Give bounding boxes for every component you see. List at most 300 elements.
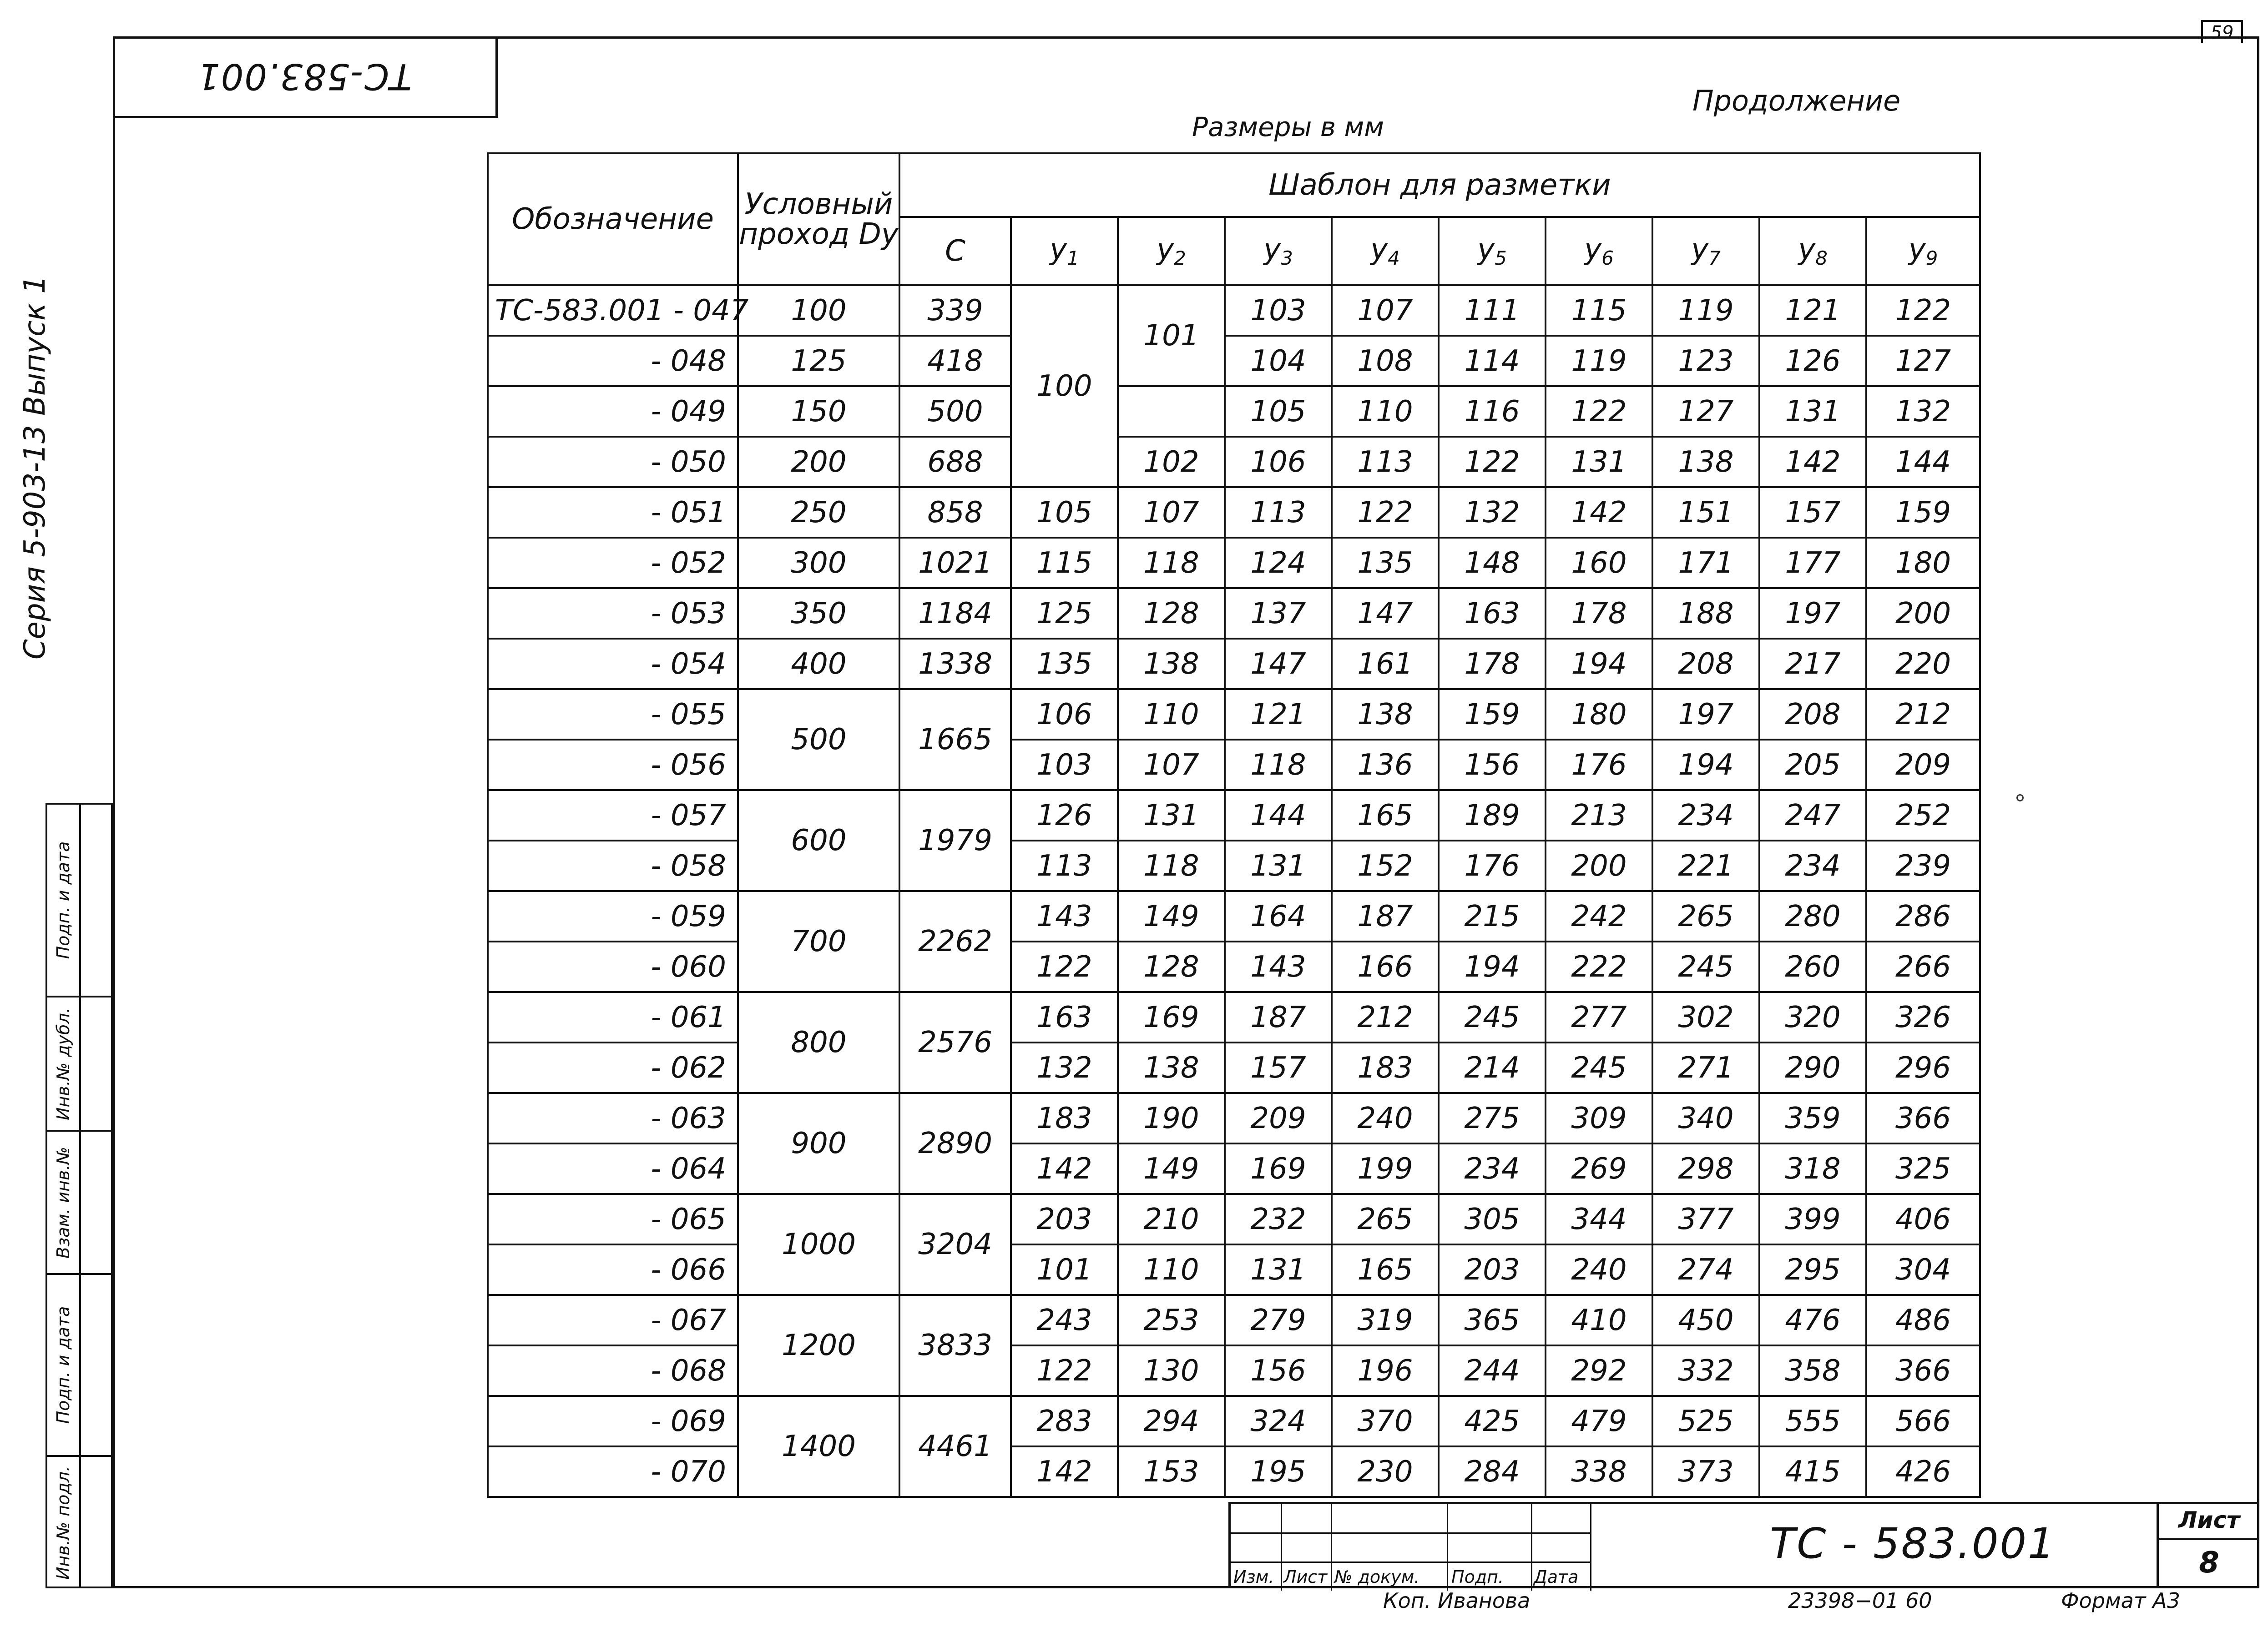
cell-y9: 566 (1866, 1396, 1980, 1446)
sheet-number: 8 (2199, 1546, 2219, 1580)
cell-y1: 101 (1011, 1244, 1118, 1295)
table-row (488, 1143, 1980, 1194)
cell-y6: 131 (1546, 437, 1652, 487)
table-row (488, 1194, 1980, 1244)
cell-y5: 178 (1439, 639, 1546, 689)
cell-y7: 298 (1652, 1143, 1759, 1194)
cell-y8: 358 (1759, 1345, 1866, 1396)
cell-y1: 135 (1011, 639, 1118, 689)
cell-y6: 119 (1546, 336, 1652, 386)
cell-y8: 320 (1759, 992, 1866, 1043)
header-y2: $y_2$ (1118, 217, 1225, 285)
copied-by: Коп. Иванова (1383, 1588, 1531, 1613)
cell-y7: 340 (1652, 1093, 1759, 1143)
cell-y2: 130 (1118, 1345, 1225, 1396)
left-stamp-row (47, 996, 111, 1130)
table-row (488, 1093, 1980, 1143)
cell-y3: 124 (1225, 538, 1332, 588)
cell-y1: 105 (1011, 487, 1118, 538)
cell-y7: 377 (1652, 1194, 1759, 1244)
cell-dy: 1000 (738, 1194, 899, 1295)
header-y4: $y_4$ (1332, 217, 1439, 285)
cell-y8: 131 (1759, 386, 1866, 437)
cell-y1: 126 (1011, 790, 1118, 841)
cell-y5: 194 (1439, 942, 1546, 992)
cell-y1: 163 (1011, 992, 1118, 1043)
sheet-label: Лист (2159, 1502, 2259, 1540)
cell-y2: 102 (1118, 437, 1225, 487)
cell-dy: 600 (738, 790, 899, 891)
cell-y6: 344 (1546, 1194, 1652, 1244)
cell-y2: 138 (1118, 1043, 1225, 1093)
cell-y5: 275 (1439, 1093, 1546, 1143)
cell-y2: 110 (1118, 689, 1225, 740)
cell-y7: 302 (1652, 992, 1759, 1043)
cell-y3: 324 (1225, 1396, 1332, 1446)
cell-des: - 054 (488, 639, 738, 689)
cell-y2: 138 (1118, 639, 1225, 689)
cell-y7: 194 (1652, 740, 1759, 790)
cell-c: 1184 (899, 588, 1011, 639)
cell-y5: 111 (1439, 285, 1546, 336)
cell-y2: 110 (1118, 1244, 1225, 1295)
cell-y4: 138 (1332, 689, 1439, 740)
cell-y6: 142 (1546, 487, 1652, 538)
code-stamp-text: ТС-583.001 (197, 55, 412, 97)
table-row (488, 1043, 1980, 1093)
cell-c: 1338 (899, 639, 1011, 689)
cell-y6: 178 (1546, 588, 1652, 639)
cell-c: 500 (899, 386, 1011, 437)
cell-y8: 208 (1759, 689, 1866, 740)
cell-y4: 122 (1332, 487, 1439, 538)
header-y5: $y_5$ (1439, 217, 1546, 285)
cell-dy: 350 (738, 588, 899, 639)
cell-y2: 118 (1118, 538, 1225, 588)
cell-y9: 159 (1866, 487, 1980, 538)
cell-y2: 294 (1118, 1396, 1225, 1446)
cell-y7: 274 (1652, 1244, 1759, 1295)
cell-y3: 104 (1225, 336, 1332, 386)
cell-y9: 296 (1866, 1043, 1980, 1093)
cell-y9: 325 (1866, 1143, 1980, 1194)
cell-y5: 244 (1439, 1345, 1546, 1396)
cell-y1: 122 (1011, 942, 1118, 992)
cell-y4: 165 (1332, 1244, 1439, 1295)
cell-des: - 069 (488, 1396, 738, 1446)
cell-des: - 049 (488, 386, 738, 437)
cell-y4: 187 (1332, 891, 1439, 942)
cell-dy: 100 (738, 285, 899, 336)
cell-y8: 234 (1759, 841, 1866, 891)
cell-y8: 217 (1759, 639, 1866, 689)
cell-y3: 106 (1225, 437, 1332, 487)
cell-y5: 245 (1439, 992, 1546, 1043)
cell-y2 (1118, 386, 1225, 437)
cell-y5: 159 (1439, 689, 1546, 740)
cell-y8: 126 (1759, 336, 1866, 386)
cell-y8: 295 (1759, 1244, 1866, 1295)
cell-y8: 157 (1759, 487, 1866, 538)
cell-y6: 160 (1546, 538, 1652, 588)
table-row (488, 1295, 1980, 1345)
cell-y9: 144 (1866, 437, 1980, 487)
cell-y7: 234 (1652, 790, 1759, 841)
cell-y4: 147 (1332, 588, 1439, 639)
left-stamp-row (47, 805, 111, 996)
cell-des: - 055 (488, 689, 738, 740)
cell-y5: 214 (1439, 1043, 1546, 1093)
cell-y6: 338 (1546, 1446, 1652, 1497)
cell-y1: 142 (1011, 1143, 1118, 1194)
code-stamp (113, 36, 498, 118)
cell-y3: 232 (1225, 1194, 1332, 1244)
header-y3: $y_3$ (1225, 217, 1332, 285)
cell-y4: 212 (1332, 992, 1439, 1043)
cell-y5: 122 (1439, 437, 1546, 487)
cell-y3: 209 (1225, 1093, 1332, 1143)
cell-des: - 064 (488, 1143, 738, 1194)
cell-y4: 152 (1332, 841, 1439, 891)
cell-y8: 142 (1759, 437, 1866, 487)
cell-y6: 269 (1546, 1143, 1652, 1194)
cell-y6: 200 (1546, 841, 1652, 891)
cell-y2: 169 (1118, 992, 1225, 1043)
cell-y8: 290 (1759, 1043, 1866, 1093)
cell-c: 688 (899, 437, 1011, 487)
cell-y3: 118 (1225, 740, 1332, 790)
cell-y2: 210 (1118, 1194, 1225, 1244)
cell-y7: 197 (1652, 689, 1759, 740)
header-designation: Обозначение (488, 153, 738, 285)
cell-y6: 240 (1546, 1244, 1652, 1295)
cell-y7: 127 (1652, 386, 1759, 437)
cell-y5: 163 (1439, 588, 1546, 639)
cell-y6: 213 (1546, 790, 1652, 841)
cell-des: - 058 (488, 841, 738, 891)
order-number: 23398−01 60 (1788, 1588, 1932, 1613)
sheet-box (2157, 1502, 2259, 1588)
cell-y3: 131 (1225, 841, 1332, 891)
cell-dy: 300 (738, 538, 899, 588)
cell-des: - 061 (488, 992, 738, 1043)
cell-des: - 056 (488, 740, 738, 790)
table-row (488, 841, 1980, 891)
cell-dy: 1200 (738, 1295, 899, 1396)
cell-y9: 122 (1866, 285, 1980, 336)
column-label: Дата (1534, 1567, 1579, 1587)
cell-y1: 103 (1011, 740, 1118, 790)
cell-y1: 125 (1011, 588, 1118, 639)
header-y8: $y_8$ (1759, 217, 1866, 285)
cell-y8: 260 (1759, 942, 1866, 992)
revision-grid (1231, 1504, 1590, 1591)
cell-y9: 266 (1866, 942, 1980, 992)
cell-y6: 115 (1546, 285, 1652, 336)
cell-y1: 203 (1011, 1194, 1118, 1244)
cell-y3: 144 (1225, 790, 1332, 841)
sheet-format: Формат А3 (2061, 1588, 2180, 1613)
cell-y7: 221 (1652, 841, 1759, 891)
cell-y4: 265 (1332, 1194, 1439, 1244)
cell-y4: 230 (1332, 1446, 1439, 1497)
cell-y9: 239 (1866, 841, 1980, 891)
cell-y3: 147 (1225, 639, 1332, 689)
cell-y6: 180 (1546, 689, 1652, 740)
cell-y2: 131 (1118, 790, 1225, 841)
cell-y1: 115 (1011, 538, 1118, 588)
cell-y9: 326 (1866, 992, 1980, 1043)
cell-dy: 900 (738, 1093, 899, 1194)
dimensions-table (487, 152, 1981, 1498)
table-row (488, 891, 1980, 942)
cell-y4: 370 (1332, 1396, 1439, 1446)
cell-y1: 142 (1011, 1446, 1118, 1497)
table-row (488, 1244, 1980, 1295)
cell-y4: 107 (1332, 285, 1439, 336)
cell-c: 4461 (899, 1396, 1011, 1497)
table-row (488, 285, 1980, 336)
cell-y9: 252 (1866, 790, 1980, 841)
cell-y4: 199 (1332, 1143, 1439, 1194)
cell-y3: 157 (1225, 1043, 1332, 1093)
cell-y9: 212 (1866, 689, 1980, 740)
cell-des: - 060 (488, 942, 738, 992)
cell-y8: 205 (1759, 740, 1866, 790)
cell-y5: 365 (1439, 1295, 1546, 1345)
cell-y4: 135 (1332, 538, 1439, 588)
cell-dy: 150 (738, 386, 899, 437)
table-row (488, 588, 1980, 639)
cell-y2: 128 (1118, 942, 1225, 992)
cell-y3: 131 (1225, 1244, 1332, 1295)
cell-y3: 169 (1225, 1143, 1332, 1194)
table-row (488, 1396, 1980, 1446)
cell-y5: 305 (1439, 1194, 1546, 1244)
cell-y6: 277 (1546, 992, 1652, 1043)
table-row (488, 740, 1980, 790)
cell-des: - 068 (488, 1345, 738, 1396)
cell-c: 1979 (899, 790, 1011, 891)
cell-y7: 151 (1652, 487, 1759, 538)
sizes-note: Размеры в мм (1192, 111, 1384, 142)
cell-dy: 400 (738, 639, 899, 689)
table-row (488, 487, 1980, 538)
cell-y6: 222 (1546, 942, 1652, 992)
cell-c: 339 (899, 285, 1011, 336)
table-row (488, 1345, 1980, 1396)
cell-des: - 050 (488, 437, 738, 487)
cell-y1: 113 (1011, 841, 1118, 891)
cell-y3: 195 (1225, 1446, 1332, 1497)
table-row (488, 437, 1980, 487)
cell-y1: 132 (1011, 1043, 1118, 1093)
cell-c: 418 (899, 336, 1011, 386)
cell-y3: 164 (1225, 891, 1332, 942)
cell-y8: 415 (1759, 1446, 1866, 1497)
cell-y9: 209 (1866, 740, 1980, 790)
cell-y5: 148 (1439, 538, 1546, 588)
cell-des: - 070 (488, 1446, 738, 1497)
cell-y2: 153 (1118, 1446, 1225, 1497)
cell-y2: 128 (1118, 588, 1225, 639)
cell-y5: 116 (1439, 386, 1546, 437)
cell-y2: 107 (1118, 487, 1225, 538)
cell-y8: 121 (1759, 285, 1866, 336)
cell-y8: 177 (1759, 538, 1866, 588)
column-label: № докум. (1334, 1567, 1420, 1587)
cell-y5: 189 (1439, 790, 1546, 841)
cell-y7: 332 (1652, 1345, 1759, 1396)
cell-c: 1665 (899, 689, 1011, 790)
cell-des: - 048 (488, 336, 738, 386)
cell-c: 858 (899, 487, 1011, 538)
cell-y3: 121 (1225, 689, 1332, 740)
cell-y4: 165 (1332, 790, 1439, 841)
cell-y4: 183 (1332, 1043, 1439, 1093)
cell-dy: 125 (738, 336, 899, 386)
cell-y9: 286 (1866, 891, 1980, 942)
cell-des: - 066 (488, 1244, 738, 1295)
cell-y4: 240 (1332, 1093, 1439, 1143)
table-row (488, 689, 1980, 740)
cell-y3: 187 (1225, 992, 1332, 1043)
cell-y5: 156 (1439, 740, 1546, 790)
cell-y4: 166 (1332, 942, 1439, 992)
cell-y3: 105 (1225, 386, 1332, 437)
cell-y8: 318 (1759, 1143, 1866, 1194)
cell-des: - 063 (488, 1093, 738, 1143)
cell-y3: 156 (1225, 1345, 1332, 1396)
cell-y6: 292 (1546, 1345, 1652, 1396)
header-y9: $y_9$ (1866, 217, 1980, 285)
cell-y7: 245 (1652, 942, 1759, 992)
cell-des: - 057 (488, 790, 738, 841)
cell-y8: 399 (1759, 1194, 1866, 1244)
cell-y1: 106 (1011, 689, 1118, 740)
table-row (488, 942, 1980, 992)
cell-y9: 200 (1866, 588, 1980, 639)
series-text: Серия 5-903-13 Выпуск 1 (18, 275, 52, 660)
cell-y6: 194 (1546, 639, 1652, 689)
cell-y3: 137 (1225, 588, 1332, 639)
cell-y1: 122 (1011, 1345, 1118, 1396)
header-template: Шаблон для разметки (899, 153, 1980, 217)
left-stamp-row (47, 1130, 111, 1273)
page-number: 59 (2201, 20, 2243, 43)
cell-des: - 052 (488, 538, 738, 588)
cell-dy: 1400 (738, 1396, 899, 1497)
table-row (488, 992, 1980, 1043)
cell-y5: 114 (1439, 336, 1546, 386)
left-stamp-label: Взам. инв.№ (53, 1146, 73, 1259)
cell-y3: 113 (1225, 487, 1332, 538)
cell-y8: 197 (1759, 588, 1866, 639)
left-stamp-label: Инв.№ дубл. (53, 1007, 73, 1120)
cell-c: 1021 (899, 538, 1011, 588)
cell-y4: 108 (1332, 336, 1439, 386)
cell-y5: 425 (1439, 1396, 1546, 1446)
cell-des: - 059 (488, 891, 738, 942)
table-row (488, 336, 1980, 386)
cell-dy: 200 (738, 437, 899, 487)
cell-y9: 486 (1866, 1295, 1980, 1345)
column-label: Лист (1283, 1567, 1328, 1587)
cell-y9: 426 (1866, 1446, 1980, 1497)
cell-y4: 110 (1332, 386, 1439, 437)
title-block (1228, 1502, 2259, 1588)
cell-y1: 243 (1011, 1295, 1118, 1345)
table-row (488, 1446, 1980, 1497)
cell-y7: 119 (1652, 285, 1759, 336)
cell-y6: 309 (1546, 1093, 1652, 1143)
cell-y4: 113 (1332, 437, 1439, 487)
cell-y9: 406 (1866, 1194, 1980, 1244)
cell-y6: 410 (1546, 1295, 1652, 1345)
table-body (488, 285, 1980, 1497)
cell-dy: 800 (738, 992, 899, 1093)
cell-c: 2890 (899, 1093, 1011, 1194)
cell-y2: 253 (1118, 1295, 1225, 1345)
cell-y3: 279 (1225, 1295, 1332, 1345)
document-code: ТС - 583.001 (1770, 1519, 2056, 1568)
cell-y5: 284 (1439, 1446, 1546, 1497)
cell-y7: 171 (1652, 538, 1759, 588)
cell-y9: 366 (1866, 1345, 1980, 1396)
cell-y2: 118 (1118, 841, 1225, 891)
cell-c: 2262 (899, 891, 1011, 992)
cell-y4: 161 (1332, 639, 1439, 689)
cell-y2: 190 (1118, 1093, 1225, 1143)
left-stamp (45, 803, 113, 1588)
header-y1: $y_1$ (1011, 217, 1118, 285)
cell-y9: 127 (1866, 336, 1980, 386)
cell-y7: 188 (1652, 588, 1759, 639)
header-nominal-bore: Условный проход Dу (738, 153, 899, 285)
left-stamp-row (47, 1273, 111, 1455)
cell-y7: 450 (1652, 1295, 1759, 1345)
cell-y9: 304 (1866, 1244, 1980, 1295)
cell-des: - 051 (488, 487, 738, 538)
table-row (488, 386, 1980, 437)
cell-y8: 280 (1759, 891, 1866, 942)
cell-y5: 203 (1439, 1244, 1546, 1295)
cell-y5: 234 (1439, 1143, 1546, 1194)
cell-y5: 132 (1439, 487, 1546, 538)
cell-y7: 123 (1652, 336, 1759, 386)
cell-y2: 149 (1118, 1143, 1225, 1194)
cell-y8: 247 (1759, 790, 1866, 841)
column-label: Подп. (1451, 1567, 1504, 1587)
cell-y8: 555 (1759, 1396, 1866, 1446)
cell-y8: 476 (1759, 1295, 1866, 1345)
cell-y5: 176 (1439, 841, 1546, 891)
cell-y4: 196 (1332, 1345, 1439, 1396)
header-y6: $y_6$ (1546, 217, 1652, 285)
cell-y1: 283 (1011, 1396, 1118, 1446)
left-stamp-label: Подп. и дата (53, 841, 73, 959)
cell-y2: 107 (1118, 740, 1225, 790)
cell-y4: 319 (1332, 1295, 1439, 1345)
cell-y6: 176 (1546, 740, 1652, 790)
cell-y9: 366 (1866, 1093, 1980, 1143)
cell-y6: 122 (1546, 386, 1652, 437)
continuation-label: Продолжение (1692, 84, 1901, 117)
cell-y7: 373 (1652, 1446, 1759, 1497)
cell-dy: 700 (738, 891, 899, 992)
cell-y1: 183 (1011, 1093, 1118, 1143)
cell-y8: 359 (1759, 1093, 1866, 1143)
